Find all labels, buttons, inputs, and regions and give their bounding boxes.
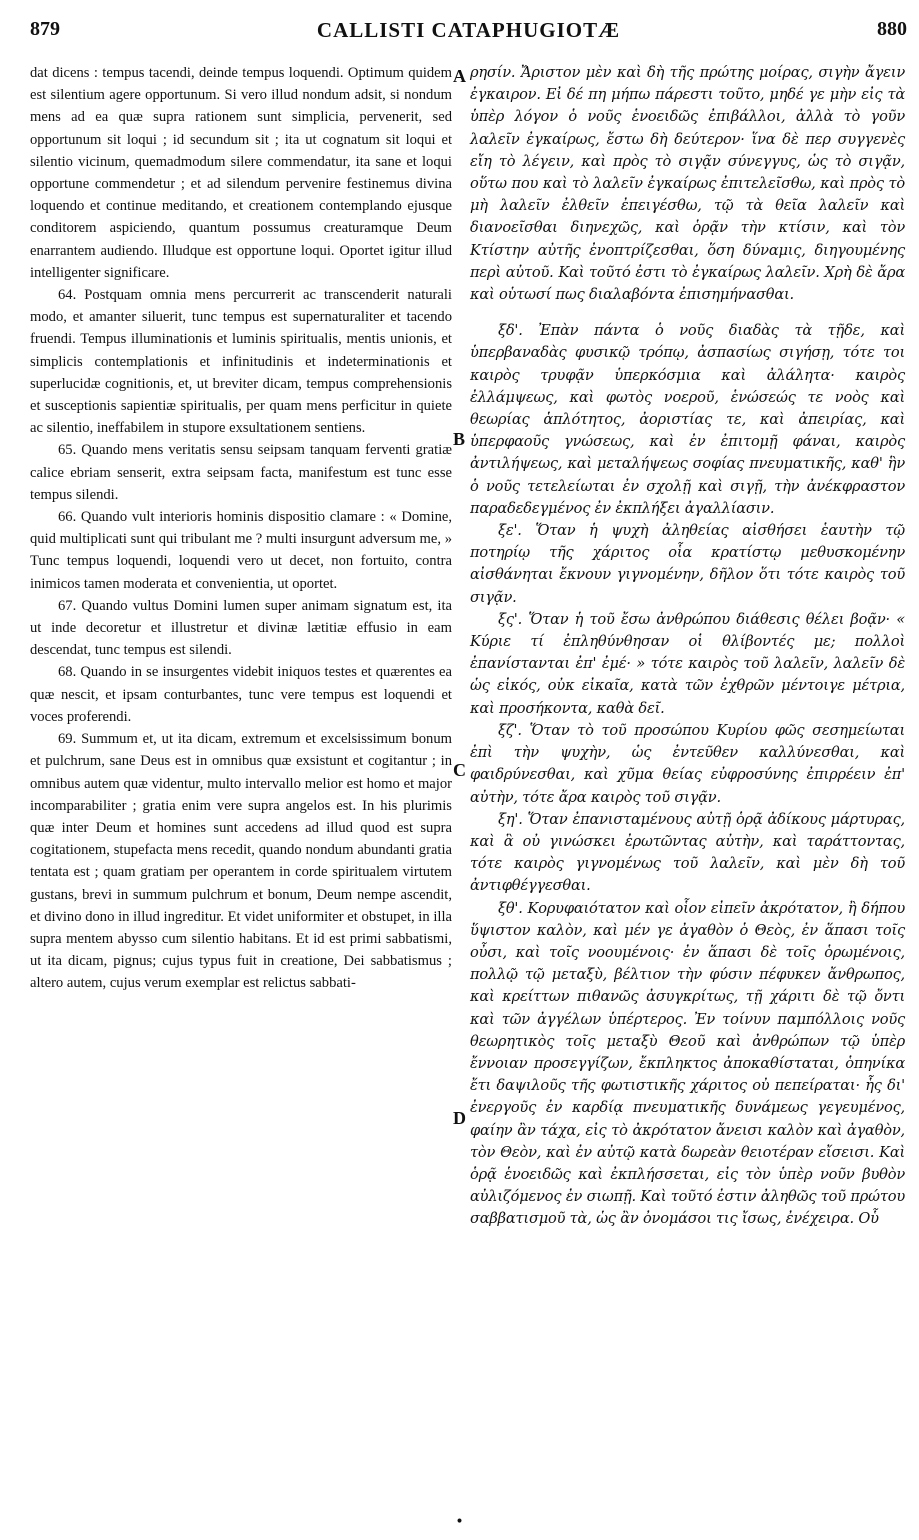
greek-paragraph: ρησίν. Ἄριστον μὲν καὶ δὴ τῆς πρώτης μοίρας, σιγὴν ἄγειν ἐγκαιρον. Εἰ δέ πη μήπω πάρεστι τοῦτο, μηδέ γε μὴν εἰς τὰ ὑπὲρ λόγον ὁ νοῦς ἑνοειδῶς ἐπιβάλλοι, ἀλλὰ τὸ γοῦν λαλεῖν ἐγκαίρως, ἔστω δὴ δεύτερον· ἵνα δὲ περ συγγενὲς εἴη τὸ λέγειν, καὶ πρὸς τὸ σιγᾷν σύνεγγυς, ὡς τὸ σιγᾷν, οὕτω που καὶ τὸ λαλεῖν ἐγκαίρως ἐπιτελεῖσθω, καὶ πρὸς τὸ μὴ λαλεῖν ἐλθεῖν ἐπειγέσθω, τῷ τὰ θεῖα λαλεῖν καὶ διανοεῖσθαι διηνεχῶς, καὶ ὁρᾷν τὴν κτίσιν, καὶ τὸν Κτίστην αὐτῆς ἐνοπτρίζεσθαι, ὅση δύναμις, διηγουμένης περὶ αὐτοῦ. Καὶ τοῦτό ἐστι τὸ ἐγκαίρως λαλεῖν. Χρὴ δὲ ἄρα καὶ οὑτωσί πως διαλαβόντα ἐπισημήνασθαι. [470, 64, 905, 304]
latin-paragraph: 65. Quando mens veritatis sensu seipsam tanquam ferventi gratiæ calice ebriam senserit, extra seipsam facta, manifestum est tunc esse tempus silendi. [30, 442, 452, 503]
running-header [30, 18, 907, 46]
latin-paragraph: 64. Postquam omnia mens percurrerit ac transcenderit naturali modo, et amanter siluerit, tunc tempus est supernaturaliter et tacendo fruendi. Tempus illuminationis et luminis spiritualis, mentis unionis, et simplicis contemplationis et infinitudinis et indeterminationis et superlucidæ cognitionis, et, ut breviter dicam, tempus comprehensionis et susceptionis sapientiæ spiritualis, per quam mens perficitur in quiete ac silentio, ineffabilem in stupore exsultationem sentiens. [30, 287, 452, 437]
latin-paragraph: dat dicens : tempus tacendi, deinde tempus loquendi. Optimum quidem est silentium agere opportunum. Si vero illud nondum adsit, si nondum mens ad ea quæ supra rationem sunt simplicia, pervenerit, sed opportunum sit loqui ; id secundum sit ; ita ut cognatum sit loqui et silentio vicinum, quemadmodum silere commendatur, ita sane et loqui opportune commendetur ; et ad silendum pervenire festinemus divina loquendo et continue meditando, et creationem contemplando ejusque conditorem aspiciendo, quantum possumus creaturamque Deum enarrantem audiendo. Illudque est opportune loqui. Oportet igitur illud intelligenter significare. [30, 65, 452, 281]
greek-paragraph: ξς'. Ὅταν ἡ τοῦ ἔσω ἀνθρώπου διάθεσις θέλει βοᾷν· « Κύριε τί ἐπληθύνθησαν οἱ θλίβοντές με; πολλοὶ ἐπανίστανται ἐπ' ἐμέ· » τότε καιρὸς τοῦ λαλεῖν, λαλεῖν δὲ ὡς εἰκός, οὐκ εἰκαῖα, κατὰ τῶν ἐχθρῶν μέντοιγε μέτρια, καὶ προσήκοντα, καθὰ δεῖ. [470, 610, 905, 717]
page-number-right: 880 [877, 18, 907, 40]
greek-column [470, 62, 905, 1231]
greek-paragraph: ξθ'. Κορυφαιότατον καὶ οἷον εἰπεῖν ἀκρότατον, ἢ δήπου ὕψιστον καλὸν, καὶ μέν γε ἀγαθὸν ὁ Θεὸς, ἐν ἅπασι τοῖς οὖσι, καὶ τοῖς νοουμένοις· ἐν ἅπασι δὲ τοῖς ὁρωμένοις, πολλῷ τῷ μεταξὺ, βέλτιον τὴν φύσιν πέφυκεν ἄνθρωπος, καὶ κρείττων πιθανῶς ἀσυγκρίτως, τῇ χάριτι δὲ τῷ ὄντι καὶ τῶν ἀγγέλων ὑπέρτερος. Ἐν τοίνυν παμπόλλοις νοῦς θεωρητικὸς τοῖς μεταξὺ Θεοῦ καὶ ἀνθρώπων τῷ ὑπὲρ ἔννοιαν προσεγγίζων, ἔκπληκτος ἀποκαθίσταται, ὁπηνίκα ἔτι δαψιλοῦς τῆς φωτιστικῆς χάριτος οὐ πεπείραται· ἧς δι' ἐνεργοῦς ἐν καρδίᾳ πνευματικῆς δυνάμεως γεγευμένος, φαίην ἂν τάχα, εἰς τὸ ἀκρότατον ἄνεισι καλὸν καὶ ἀγαθὸν, τὸν Θεὸν, καὶ ἐν αὐτῷ κατὰ δωρεὰν θειοτέραν εἴσεισι. Καὶ ὁρᾷ ἑνοειδῶς καὶ ἐκπλήσσεται, εἰς τὸν ὑπὲρ νοῦν βυθὸν αὐλιζόμενος ἐν σιωπῇ. Καὶ τοῦτό ἐστιν ἀληθῶς τοῦ πρώτου σαββατισμοῦ τὰ, ὡς ἂν ὀνομάσοι τις ἴσως, ἐνέχειρα. Οὗ [470, 899, 905, 1228]
latin-paragraph: 69. Summum et, ut ita dicam, extremum et excelsissimum bonum et pulchrum, sane Deus est in omnibus quæ exsistunt et cogitantur ; in omnibus autem quæ videntur, multo intervallo melior est homo et major incomparabiliter ; gratia enim vere supra angelos est. In his plurimis quæ inter Deum et homines sunt accedens ad illud quod est supra cogitationem, stupefacta mens recedit, quando nondum abundanti gratia tentata est ; quam gratiam per operantem in corde spiritualem virtutem gustans, brevi in summum pulchrum et bonum, Deum nempe ascendit, et divino dono in illud ingreditur. Et videt uniformiter et obstupet, in illa supra mentem abysso cum silentio habitans. Et id est primi sabbatismi, ut ita dicam, pignus; cujus typus fuit in creatione, Dei sabbatismus ; altero autem, cujus verum exemplar est relictus sabbati- [30, 731, 452, 992]
latin-column [30, 62, 452, 995]
greek-paragraph: ξδ'. Ἐπὰν πάντα ὁ νοῦς διαδὰς τὰ τῇδε, καὶ ὑπερβαναδὰς φυσικῷ τρόπῳ, ἀσπασίως σιγήσῃ, τότε τοι καιρὸς τρυφᾷν ὑπερκόσμια καὶ ἀλάλητα· καιρὸς ἐλλάμψεως, καὶ φωτὸς νοεροῦ, ἑνώσεώς τε νοὸς καὶ θεωρίας ἁπλότητος, ἀοριστίας τε, καὶ ἀπειρίας, καὶ ὑπερφαοῦς γνώσεως, καὶ ἐν ἐπιτομῇ φάναι, καιρὸς ἀντιλήψεως, καὶ μεταλήψεως σοφίας πνευματικῆς, καθ' ἣν ὁ νοῦς τετελείωται ἐν σχολῇ καὶ σιγῇ, τὴν ἀνέκφραστον παραδεδεγμένος ἐν ἐκπλήξει ἀγαλλίασιν. [470, 322, 905, 517]
greek-paragraph: ξε'. Ὅταν ἡ ψυχὴ ἀληθείας αἰσθήσει ἑαυτὴν τῷ ποτηρίῳ τῆς χάριτος οἷα κρατίστῳ μεθυσκομένην αἰσθάνηται ἔκνουν γιγνομένην, δῆλον ὅτι τότε καιρὸς τοῦ σιγᾷν. [470, 522, 905, 606]
greek-paragraph: ξζ'. Ὅταν τὸ τοῦ προσώπου Κυρίου φῶς σεσημείωται ἐπὶ τὴν ψυχὴν, ὡς ἐντεῦθεν καλλύνεσθαι, καὶ φαιδρύνεσθαι, καὶ χῦμα θείας εὐφροσύνης ἐπιρρέειν ἐπ' αὐτὴν, τότε ἄρα καιρὸς τοῦ σιγᾷν. [470, 721, 905, 806]
section-marker-b: B [453, 429, 466, 449]
section-marker-d: D [453, 1108, 466, 1128]
section-marker-a: A [453, 66, 466, 86]
greek-paragraph: ξη'. Ὅταν ἐπανισταμένους αὐτῇ ὁρᾷ ἀδίκους μάρτυρας, καὶ ἃ οὐ γινώσκει ἐρωτῶντας αὐτὴν, καὶ ταράττοντας, τότε καιρὸς γιγνομένως τοῦ λαλεῖν, καὶ μὲν δὴ τοῦ ἀντιφθέγγεσθαι. [470, 810, 905, 895]
latin-paragraph: 68. Quando in se insurgentes videbit iniquos testes et quærentes ea quæ nescit, et ipsam conturbantes, tunc vere tempus est loquendi et voces proferendi. [30, 664, 452, 725]
page-number-left: 879 [30, 18, 60, 40]
footer-mark: • [455, 1514, 464, 1530]
latin-paragraph: 66. Quando vult interioris hominis dispositio clamare : « Domine, quid multiplicati sunt qui tribulant me ? multi insurgunt adversum me, » Tunc tempus loquendi, loquendi vero ut decet, non fortuito, contra inimicos tamen moderata et convenientia, ut oportet. [30, 509, 452, 592]
running-title: CALLISTI CATAPHUGIOTÆ [316, 18, 621, 42]
latin-paragraph: 67. Quando vultus Domini lumen super animam signatum est, ita ut inde decoretur et illustretur et divinæ lætitiæ effusio in eam descendat, tunc tempus est silendi. [30, 597, 452, 659]
section-marker-c: C [453, 760, 466, 780]
